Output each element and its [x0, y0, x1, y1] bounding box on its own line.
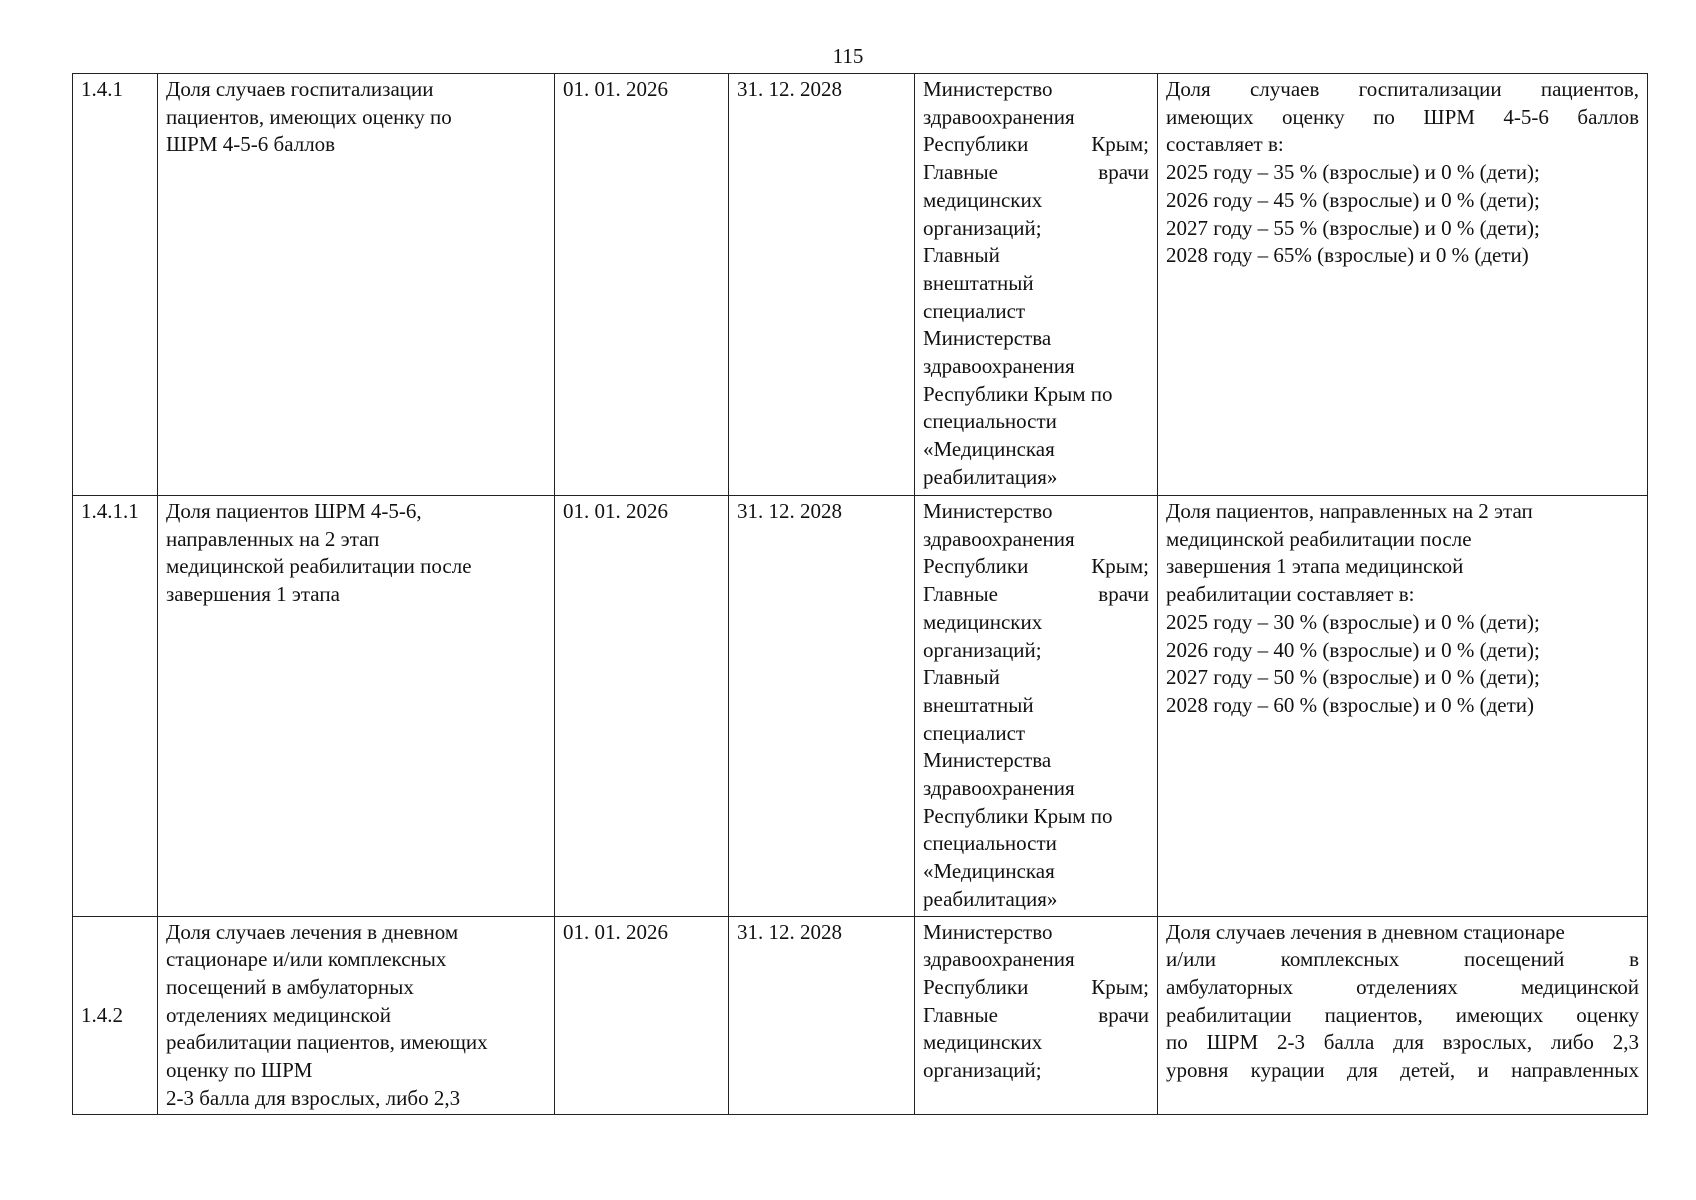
responsible-line: организаций; [923, 215, 1042, 240]
row-number: 1.4.1.1 [73, 496, 158, 917]
description-line: Доля пациентов ШРМ 4-5-6, [166, 499, 422, 523]
responsible-line: Министерство [923, 499, 1053, 523]
result-line: 2027 году – 50 % (взрослые) и 0 % (дети); [1166, 665, 1540, 690]
responsible-line: Министерства [923, 748, 1052, 773]
description-line: Доля случаев госпитализации [166, 77, 434, 101]
responsible-line: Республики Крым; [923, 974, 1149, 999]
responsible-line: «Медицинская [923, 437, 1055, 462]
measures-table [72, 73, 1648, 1115]
responsible-line: Главные врачи [923, 160, 1149, 185]
responsible-line: Главный [923, 243, 1000, 268]
description-line: направленных на 2 этап [166, 526, 380, 551]
description-line: стационаре и/или комплексных [166, 947, 447, 972]
responsible-line: реабилитация» [923, 886, 1058, 911]
page-number: 115 [832, 44, 864, 68]
description-line: ШРМ 4-5-6 баллов [166, 132, 336, 157]
responsible-line: Министерства [923, 326, 1052, 351]
responsible-line: специальности [923, 831, 1057, 856]
table-row [73, 496, 1648, 917]
responsible-line: «Медицинская [923, 859, 1055, 884]
result-line: Доля случаев госпитализации пациентов, [1166, 77, 1639, 101]
measure-description [158, 916, 555, 1115]
responsible-line: Республики Крым по [923, 803, 1113, 828]
responsible-line: Главный [923, 665, 1000, 690]
end-date: 31. 12. 2028 [729, 496, 915, 917]
responsible-line: Республики Крым; [923, 132, 1149, 157]
responsible-line: Главные врачи [923, 582, 1149, 607]
result-line: реабилитации пациентов, имеющих оценку [1166, 1002, 1639, 1027]
responsible-line: организаций; [923, 1058, 1042, 1083]
measure-description [158, 496, 555, 917]
result-line: завершения 1 этапа медицинской [1166, 554, 1464, 579]
responsible-line: внештатный [923, 692, 1034, 717]
description-line: отделениях медицинской [166, 1002, 391, 1027]
responsible-line: специалист [923, 298, 1026, 323]
responsible-line: специалист [923, 720, 1026, 745]
responsible-line: реабилитация» [923, 464, 1058, 489]
start-date: 01. 01. 2026 [555, 74, 729, 496]
result-line: 2026 году – 40 % (взрослые) и 0 % (дети); [1166, 637, 1540, 662]
description-line: пациентов, имеющих оценку по [166, 104, 452, 129]
responsible-executors [915, 496, 1158, 917]
responsible-line: здравоохранения [923, 776, 1075, 801]
result-line: уровня курации для детей, и направленных [1166, 1058, 1639, 1083]
responsible-line: внештатный [923, 270, 1034, 295]
description-line: Доля случаев лечения в дневном [166, 919, 459, 944]
description-line: 2-3 балла для взрослых, либо 2,3 [166, 1085, 461, 1110]
result-line: Доля пациентов, направленных на 2 этап [1166, 499, 1533, 523]
result-line: и/или комплексных посещений в [1166, 947, 1639, 972]
result-line: 2027 году – 55 % (взрослые) и 0 % (дети); [1166, 215, 1540, 240]
expected-result [1158, 916, 1648, 1115]
result-line: по ШРМ 2-3 балла для взрослых, либо 2,3 [1166, 1030, 1639, 1055]
description-line: оценку по ШРМ [166, 1058, 313, 1083]
expected-result [1158, 74, 1648, 496]
result-line: Доля случаев лечения в дневном стационаре [1166, 919, 1565, 944]
table-row [73, 74, 1648, 496]
description-line: завершения 1 этапа [166, 582, 340, 607]
expected-result [1158, 496, 1648, 917]
start-date: 01. 01. 2026 [555, 916, 729, 1115]
responsible-line: медицинских [923, 609, 1043, 634]
description-line: реабилитации пациентов, имеющих [166, 1030, 488, 1055]
start-date: 01. 01. 2026 [555, 496, 729, 917]
responsible-line: здравоохранения [923, 526, 1075, 551]
result-line: 2028 году – 65% (взрослые) и 0 % (дети) [1166, 243, 1529, 268]
end-date: 31. 12. 2028 [729, 74, 915, 496]
end-date: 31. 12. 2028 [729, 916, 915, 1115]
result-line: 2025 году – 35 % (взрослые) и 0 % (дети); [1166, 160, 1540, 185]
responsible-line: здравоохранения [923, 354, 1075, 379]
measure-description [158, 74, 555, 496]
result-line: 2025 году – 30 % (взрослые) и 0 % (дети); [1166, 609, 1540, 634]
result-line: амбулаторных отделениях медицинской [1166, 974, 1639, 999]
responsible-line: специальности [923, 409, 1057, 434]
result-line: 2026 году – 45 % (взрослые) и 0 % (дети); [1166, 187, 1540, 212]
result-line: реабилитации составляет в: [1166, 582, 1415, 607]
result-line: медицинской реабилитации после [1166, 526, 1472, 551]
row-number: 1.4.2 [73, 916, 158, 1115]
responsible-executors [915, 916, 1158, 1115]
result-line: составляет в: [1166, 132, 1284, 157]
responsible-executors [915, 74, 1158, 496]
responsible-line: медицинских [923, 1030, 1043, 1055]
responsible-line: медицинских [923, 187, 1043, 212]
responsible-line: Республики Крым по [923, 381, 1113, 406]
responsible-line: организаций; [923, 637, 1042, 662]
row-number: 1.4.1 [73, 74, 158, 496]
responsible-line: здравоохранения [923, 104, 1075, 129]
responsible-line: Министерство [923, 77, 1053, 101]
responsible-line: Республики Крым; [923, 554, 1149, 579]
result-line: имеющих оценку по ШРМ 4-5-6 баллов [1166, 104, 1639, 129]
responsible-line: здравоохранения [923, 947, 1075, 972]
responsible-line: Главные врачи [923, 1002, 1149, 1027]
description-line: медицинской реабилитации после [166, 554, 472, 579]
responsible-line: Министерство [923, 919, 1053, 944]
description-line: посещений в амбулаторных [166, 974, 414, 999]
result-line: 2028 году – 60 % (взрослые) и 0 % (дети) [1166, 692, 1535, 717]
table-row [73, 916, 1648, 1115]
